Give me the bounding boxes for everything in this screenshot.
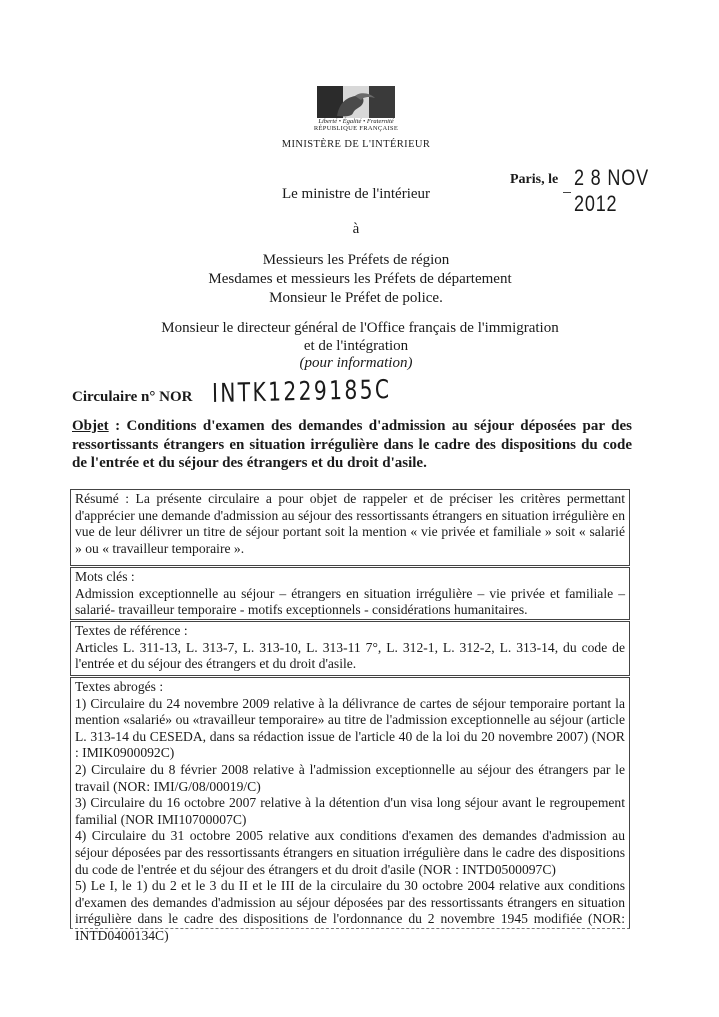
stamp-mark (563, 192, 571, 193)
resume-text: Résumé : La présente circulaire a pour objet de rappeler et de préciser les critères permettant d'apprécier une demande d'admission au séjour des ressortissants étrangers en situation irrégulière en vue de leur délivrer un titre de séjour portant soit la mention « vie privée et familiale » soit « salarié » ou « travailleur temporaire ». (75, 491, 625, 556)
circulaire-label: Circulaire n° NOR (72, 389, 193, 405)
keywords-label: Mots clés : (75, 569, 135, 584)
marianne-logo (317, 86, 395, 118)
recipient-dg-note: (pour information) (299, 355, 413, 371)
recipient-dg-line2: et de l'intégration (303, 338, 409, 354)
repealed-item: 4) Circulaire du 31 octobre 2005 relative aux conditions d'examen des demandes d'admission au séjour déposées par des ressortissants étrangers en situation irrégulière dans le cadre des dispositions du code de l'entrée et du séjour des étrangers et du droit d'asile (NOR : INTD0500097C) (75, 828, 625, 877)
references-label: Textes de référence : (75, 623, 188, 638)
date-label: Paris, le (510, 172, 559, 187)
references-text: Articles L. 311-13, L. 313-7, L. 313-10, L. 313-11 7°, L. 312-1, L. 312-2, L. 313-14, du code de l'entrée et du séjour des étrangers et du droit d'asile. (75, 639, 625, 672)
repealed-label: Textes abrogés : (75, 679, 164, 694)
repealed-item: 2) Circulaire du 8 février 2008 relative à l'admission exceptionnelle au séjour des étrangers par le travail (NOR: IMI/G/08/00019/C) (75, 761, 625, 794)
objet-paragraph (72, 417, 632, 473)
date-stamp: 2 8 NOV 2012 (574, 165, 649, 216)
repealed-item: 1) Circulaire du 24 novembre 2009 relative à la délivrance de cartes de séjour temporaire portant la mention «salarié» ou «travailleur temporaire» au titre de l'admission exceptionnelle au séjour (article L. 313-14 du CESEDA, dans sa rédaction issue de l'article 40 de la loi du 20 novembre 2007) (NOR : IMIK0900092C) (75, 695, 625, 761)
resume-box (70, 489, 630, 566)
keywords-text: Admission exceptionnelle au séjour – étrangers en situation irrégulière – vie privée et familiale – salarié- travailleur temporaire - motifs exceptionnels - considérations humanitaires. (75, 585, 625, 618)
references-box (70, 621, 630, 676)
recipient-dg-line1: Monsieur le directeur général de l'Office français de l'immigration (161, 320, 559, 336)
repealed-texts-box (70, 677, 630, 943)
recipient-prefets-departement: Mesdames et messieurs les Préfets de département (208, 271, 512, 287)
repealed-item: 5) Le I, le 1) du 2 et le 3 du II et le III de la circulaire du 30 octobre 2004 relative aux conditions d'examen des demandes d'admission au séjour déposées par des ressortissants étrangers en situation irrégulière dans le cadre des dispositions de l'ordonnance du 2 novembre 1945 modifiée (NOR: INTD0400134C) (75, 878, 625, 943)
objet-text: Conditions d'examen des demandes d'admission au séjour déposées par des ressortissants étrangers en situation irrégulière dans le cadre des dispositions du code de l'entrée et du séjour des étrangers et du droit d'asile. (72, 418, 632, 471)
logo-motto: Liberté • Égalité • Fraternité (318, 118, 394, 125)
recipient-intro: à (352, 221, 360, 237)
recipient-prefets-region: Messieurs les Préfets de région (262, 252, 450, 268)
logo-republic: RÉPUBLIQUE FRANÇAISE (313, 125, 399, 132)
circulaire-nor: INTK1229185C (211, 374, 392, 409)
repealed-item: 3) Circulaire du 16 octobre 2007 relative à la détention d'un visa long séjour avant le regroupement familial (NOR IMI10700007C) (75, 795, 625, 827)
sender: Le ministre de l'intérieur (281, 186, 431, 202)
objet-label: Objet (72, 418, 109, 434)
objet-separator: : (108, 418, 127, 434)
ministry-name: MINISTÈRE DE L'INTÉRIEUR (281, 139, 431, 150)
recipient-prefet-police: Monsieur le Préfet de police. (269, 290, 443, 306)
keywords-box (70, 567, 630, 620)
